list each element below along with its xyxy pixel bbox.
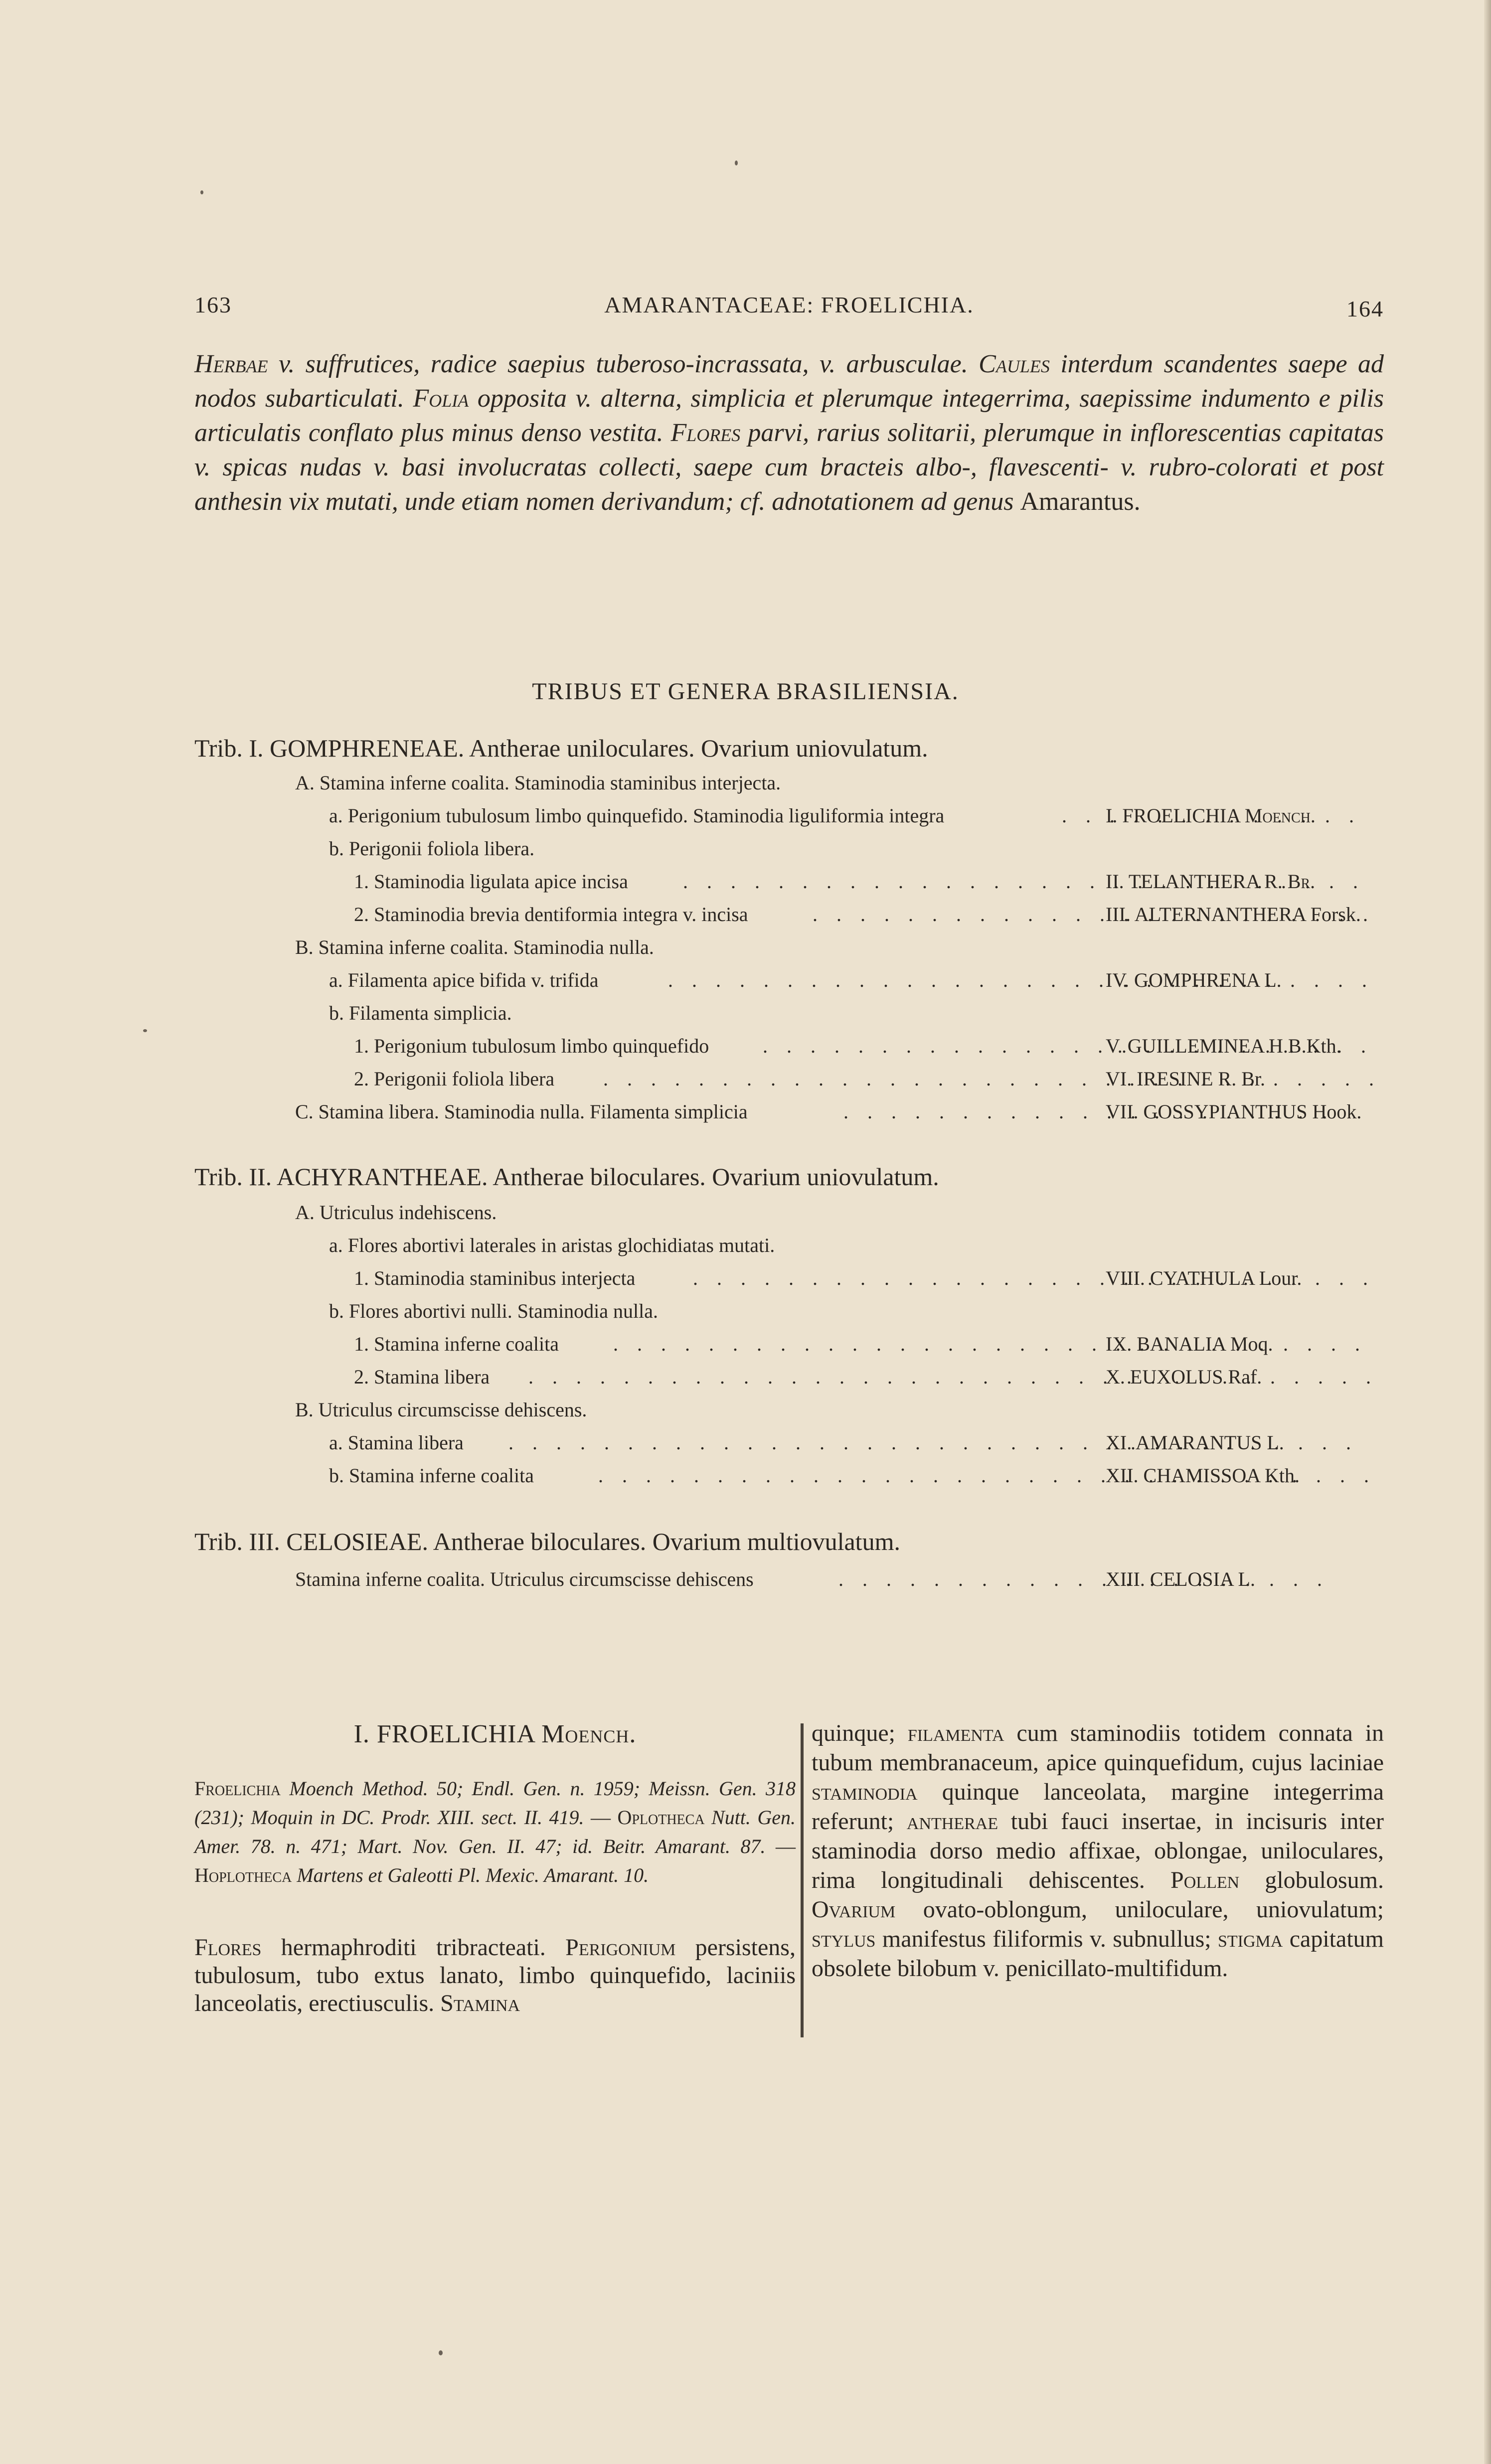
- key-row: [295, 931, 1382, 964]
- genus-name: II. TELANTHERA: [1106, 870, 1260, 893]
- syn-part: Martens et Galeotti Pl. Mexic. Amarant. 10.: [292, 1864, 649, 1886]
- genus-name: IX. BANALIA: [1106, 1333, 1225, 1355]
- key-text: a. Perigonium tubulosum limbo quinquefido. Staminodia liguliformia integra: [329, 804, 945, 827]
- running-header: [194, 292, 1384, 326]
- genus-author: Moq.: [1230, 1333, 1273, 1355]
- syn-part: Hoplotheca: [194, 1864, 292, 1886]
- key-genus: [1106, 1426, 1284, 1459]
- key-row: [329, 1229, 1416, 1262]
- key-text: a. Stamina libera: [329, 1431, 464, 1454]
- desc-part: manifestus filiformis v. subnullus;: [875, 1926, 1218, 1952]
- genus-author: L.: [1238, 1568, 1255, 1590]
- intro-herbae-term: Herbae: [194, 350, 268, 378]
- synonymy-block: [194, 1774, 796, 1890]
- column-divider: [801, 1723, 804, 2037]
- syn-part: —: [765, 1835, 796, 1857]
- key-row: [329, 1295, 1416, 1328]
- key-text: 1. Staminodia ligulata apice incisa: [354, 870, 628, 893]
- desc-part: capitatum obsolete bilobum v. penicillato-multifidum.: [812, 1926, 1384, 1982]
- page-number-right: 164: [1346, 296, 1384, 321]
- genus-author: Hook.: [1312, 1100, 1362, 1123]
- key-text: a. Filamenta apice bifida v. trifida: [329, 969, 599, 991]
- intro-folia-term: Folia: [413, 384, 469, 413]
- intro-flores-text: parvi, rarius solitarii, plerumque in inflorescentias capitatas v. spicas nudas v. basi involucratas collecti, saepe cum bracteis albo-, flavescenti- v. rubro-colorati et post anthesin vix mutati, unde etiam nomen derivandum;: [194, 419, 1384, 516]
- key-text: C. Stamina libera. Staminodia nulla. Filamenta simplicia: [295, 1100, 748, 1123]
- genus-description-right: [812, 1718, 1384, 1983]
- intro-cf: cf.: [740, 487, 766, 516]
- tribe-heading: Trib. I. GOMPHRENEAE. Antherae uniloculares. Ovarium uniovulatum.: [194, 734, 928, 762]
- desc-part: filamenta: [907, 1720, 1004, 1746]
- key-text: Stamina inferne coalita. Utriculus circumscisse dehiscens: [295, 1568, 754, 1590]
- intro-flores-term: Flores: [670, 419, 741, 447]
- desc-part: Flores: [194, 1934, 262, 1961]
- desc-part: Stamina: [440, 1990, 520, 2016]
- key-genus: [1106, 1262, 1302, 1295]
- key-genus: [1106, 1328, 1273, 1361]
- desc-part: tubi fauci insertae, in incisuris inter staminodia dorso medio affixae, oblongae, uniloculares, rima longitudinali dehiscentes.: [812, 1808, 1384, 1893]
- family-description: [194, 347, 1384, 519]
- syn-part: —: [584, 1806, 618, 1829]
- genus-author: H.B.Kth.: [1269, 1035, 1341, 1057]
- intro-tail: adnotationem ad genus: [772, 487, 1014, 516]
- table-heading: TRIBUS ET GENERA BRASILIENSIA.: [532, 678, 959, 705]
- key-row: [295, 767, 1382, 799]
- key-text: b. Filamenta simplicia.: [329, 1002, 512, 1024]
- tribe-heading: Trib. III. CELOSIEAE. Antherae biloculares. Ovarium multiovulatum.: [194, 1528, 900, 1555]
- genus-author: L.: [1267, 1431, 1284, 1454]
- tribe-heading: Trib. II. ACHYRANTHEAE. Antherae biloculares. Ovarium uniovulatum.: [194, 1163, 939, 1191]
- genus-author: Moench.: [1244, 804, 1316, 827]
- key-row: [329, 1426, 1416, 1459]
- key-text: a. Flores abortivi laterales in aristas glochidiatas mutati.: [329, 1234, 775, 1256]
- intro-folia-text: opposita v. alterna, simplicia et plerumque integerrima, saepissime indumento e pilis articulatis conflato plus minus denso vestita.: [194, 384, 1384, 447]
- paper-speck: [143, 1029, 147, 1032]
- genus-name: VIII. CYATHULA: [1106, 1267, 1254, 1289]
- desc-part: globulosum.: [1239, 1867, 1384, 1893]
- desc-part: staminodia: [812, 1779, 918, 1805]
- desc-part: cum staminodiis totidem connata in tubum membranaceum, apice quinquefidum, cujus laciniae: [812, 1720, 1384, 1776]
- key-row: [329, 964, 1416, 997]
- key-text: 2. Stamina libera: [354, 1366, 490, 1388]
- intro-caules-term: Caules: [979, 350, 1050, 378]
- key-row: [354, 1063, 1416, 1095]
- desc-part: persistens, tubulosum, tubo extus lanato, limbo quinquefido, laciniis lanceolatis, erectiusculis.: [194, 1934, 796, 2016]
- desc-part: hermaphroditi tribracteati.: [261, 1934, 566, 1961]
- key-row: [329, 799, 1416, 832]
- genus-name: X. EUXOLUS: [1106, 1366, 1223, 1388]
- genus-name: I. FROELICHIA: [1106, 804, 1240, 827]
- key-text: 2. Staminodia brevia dentiformia integra v. incisa: [354, 903, 748, 925]
- genus-title-name: I. FROELICHIA: [353, 1720, 535, 1748]
- desc-part: ovato-oblongum, uniloculare, uniovulatum;: [895, 1896, 1384, 1923]
- desc-part: antherae: [906, 1808, 998, 1835]
- intro-genus-name: Amarantus.: [1020, 487, 1141, 516]
- key-row: [329, 832, 1416, 865]
- key-text: 1. Stamina inferne coalita: [354, 1333, 559, 1355]
- genus-author: Lour.: [1259, 1267, 1302, 1289]
- syn-part: Nutt. Gen. Amer. 78. n. 471; Mart. Nov. Gen. II. 47; id. Beitr. Amarant. 87.: [194, 1806, 796, 1857]
- key-text: B. Stamina inferne coalita. Staminodia nulla.: [295, 936, 654, 958]
- key-row: [354, 1361, 1416, 1393]
- key-text: 2. Perigonii foliola libera: [354, 1068, 555, 1090]
- desc-part: stigma: [1217, 1926, 1283, 1952]
- key-row: [295, 1095, 1382, 1128]
- key-genus: [1106, 1063, 1265, 1095]
- key-genus: [1106, 1563, 1255, 1596]
- key-row: [354, 1328, 1416, 1361]
- paper-speck: [439, 2350, 443, 2355]
- desc-part: stylus: [812, 1926, 876, 1952]
- key-text: b. Stamina inferne coalita: [329, 1464, 534, 1487]
- desc-part: Pollen: [1170, 1867, 1240, 1893]
- leader-dots: [838, 1563, 1337, 1596]
- key-row: [329, 997, 1416, 1030]
- key-text: A. Utriculus indehiscens.: [295, 1201, 497, 1224]
- intro-caules-text: interdum scandentes saepe ad nodos subarticulati.: [194, 350, 1384, 413]
- genus-name: XI. AMARANTUS: [1106, 1431, 1262, 1454]
- key-text: b. Flores abortivi nulli. Staminodia nulla.: [329, 1300, 658, 1322]
- key-genus: [1106, 1459, 1300, 1492]
- key-text: A. Stamina inferne coalita. Staminodia staminibus interjecta.: [295, 771, 781, 794]
- key-text: 1. Perigonium tubulosum limbo quinquefido: [354, 1035, 709, 1057]
- running-title: AMARANTACEAE: FROELICHIA.: [604, 292, 974, 317]
- key-row: [295, 1196, 1382, 1229]
- key-genus: [1106, 1030, 1341, 1063]
- genus-author: Forsk.: [1310, 903, 1361, 925]
- key-row: [354, 1262, 1416, 1295]
- key-genus: [1106, 898, 1361, 931]
- genus-author: Kth.: [1264, 1464, 1300, 1487]
- key-row: [295, 1563, 1382, 1596]
- key-text: b. Perigonii foliola libera.: [329, 837, 535, 860]
- genus-description-left: [194, 1934, 796, 2017]
- page-number-left: 163: [194, 292, 232, 317]
- genus-name: VII. GOSSYPIANTHUS: [1106, 1100, 1308, 1123]
- key-row: [354, 865, 1416, 898]
- intro-herbae-text: v. suffrutices, radice saepius tuberoso-incrassata, v. arbusculae.: [278, 350, 968, 378]
- genus-author: L.: [1264, 969, 1282, 991]
- genus-author: R. Br.: [1218, 1068, 1266, 1090]
- key-text: B. Utriculus circumscisse dehiscens.: [295, 1398, 587, 1421]
- desc-part: Perigonium: [565, 1934, 676, 1961]
- genus-name: III. ALTERNANTHERA: [1106, 903, 1306, 925]
- key-genus: [1106, 964, 1282, 997]
- paper-speck: [735, 160, 738, 165]
- key-genus: [1106, 1095, 1361, 1128]
- key-genus: [1106, 865, 1315, 898]
- genus-name: XIII. CELOSIA: [1106, 1568, 1233, 1590]
- desc-part: quinque lanceolata, margine integerrima referunt;: [812, 1779, 1384, 1835]
- genus-author: R. Br.: [1264, 870, 1316, 893]
- genus-name: XII. CHAMISSOA: [1106, 1464, 1260, 1487]
- key-genus: [1106, 1361, 1262, 1393]
- paper-speck: [200, 190, 203, 194]
- syn-part: Oplotheca: [617, 1806, 705, 1829]
- key-row: [329, 1459, 1416, 1492]
- key-text: 1. Staminodia staminibus interjecta: [354, 1267, 636, 1289]
- syn-part: Froelichia: [194, 1777, 281, 1800]
- key-row: [295, 1393, 1382, 1426]
- key-row: [354, 1030, 1416, 1063]
- syn-part: Moench Method. 50; Endl. Gen. n. 1959; Meissn. Gen. 318 (231); Moquin in DC. Prodr. XIII. sect. II. 419.: [194, 1777, 796, 1829]
- genus-title-author: Moench.: [541, 1720, 637, 1748]
- genus-title: [194, 1719, 796, 1749]
- genus-name: VI. IRESINE: [1106, 1068, 1213, 1090]
- desc-part: quinque;: [812, 1720, 908, 1746]
- key-genus: [1106, 799, 1316, 832]
- genus-author: Raf.: [1228, 1366, 1262, 1388]
- genus-name: V. GUILLEMINEA: [1106, 1035, 1264, 1057]
- genus-name: IV. GOMPHRENA: [1106, 969, 1260, 991]
- desc-part: Ovarium: [812, 1896, 896, 1923]
- key-row: [354, 898, 1416, 931]
